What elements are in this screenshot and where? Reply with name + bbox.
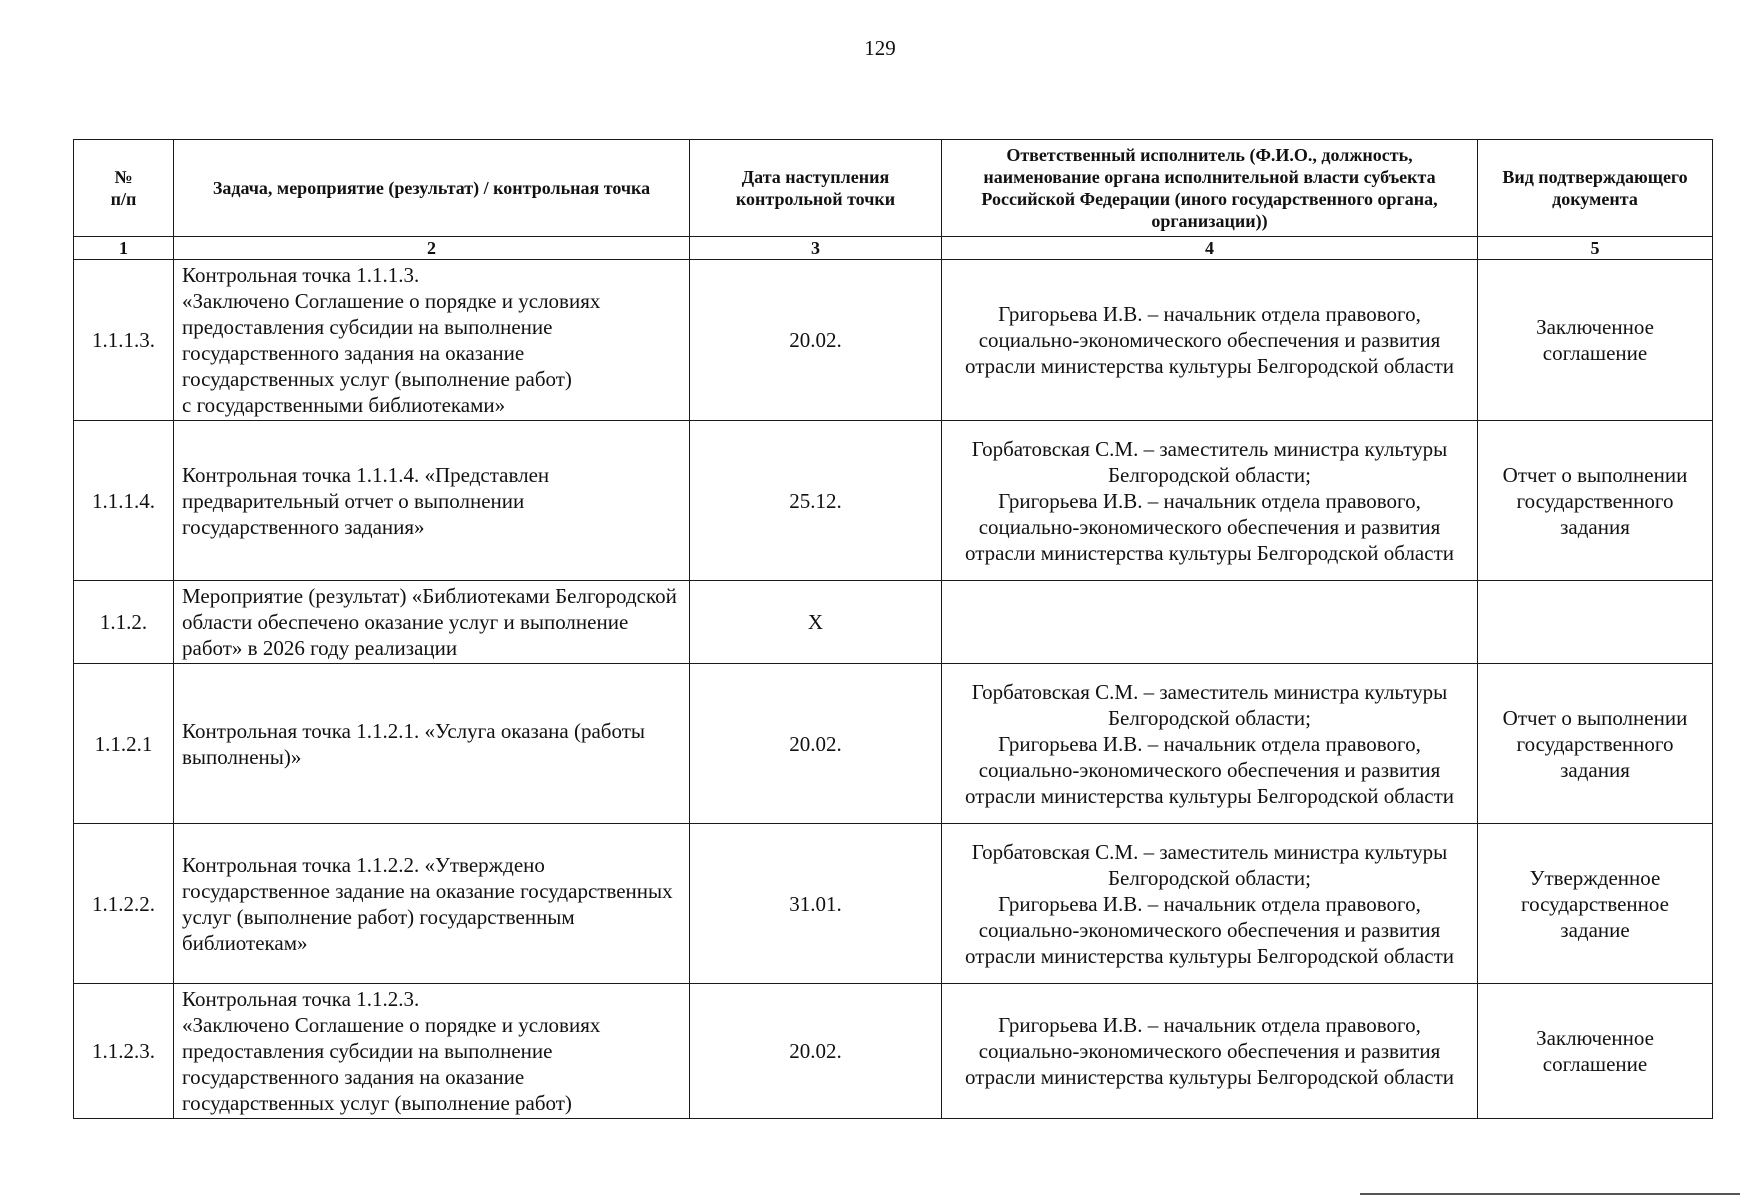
row-date: Х	[690, 581, 942, 664]
row-document-type: Отчет о выполнении государственного задания	[1478, 664, 1713, 824]
header-date: Дата наступления контрольной точки	[690, 140, 942, 237]
scan-edge-line	[1360, 1193, 1740, 1195]
row-task: Контрольная точка 1.1.1.3. «Заключено Соглашение о порядке и условиях предоставления субсидии на выполнение государственного задания на оказание государственных услуг (выполнение работ) с государственными библиотеками»	[174, 260, 690, 421]
row-executor	[942, 581, 1478, 664]
row-executor: Григорьева И.В. – начальник отдела правового, социально-экономического обеспечения и развития отрасли министерства культуры Белгородской области	[942, 984, 1478, 1119]
column-number: 5	[1478, 237, 1713, 260]
header-number: № п/п	[74, 140, 174, 237]
row-document-type: Заключенное соглашение	[1478, 984, 1713, 1119]
column-number: 2	[174, 237, 690, 260]
column-number: 4	[942, 237, 1478, 260]
row-task: Контрольная точка 1.1.2.1. «Услуга оказана (работы выполнены)»	[174, 664, 690, 824]
row-executor: Горбатовская С.М. – заместитель министра культуры Белгородской области; Григорьева И.В. – начальник отдела правового, социально-экономического обеспечения и развития отрасли министерства культуры Белгородской области	[942, 824, 1478, 984]
column-number-row	[74, 237, 1713, 260]
table-row	[74, 260, 1713, 421]
row-task: Контрольная точка 1.1.2.2. «Утверждено государственное задание на оказание государственных услуг (выполнение работ) государственным библиотекам»	[174, 824, 690, 984]
row-executor: Григорьева И.В. – начальник отдела правового, социально-экономического обеспечения и развития отрасли министерства культуры Белгородской области	[942, 260, 1478, 421]
row-number: 1.1.2.2.	[74, 824, 174, 984]
header-executor: Ответственный исполнитель (Ф.И.О., должность, наименование органа исполнительной власти субъекта Российской Федерации (иного государственного органа, организации))	[942, 140, 1478, 237]
row-date: 25.12.	[690, 421, 942, 581]
table-row	[74, 984, 1713, 1119]
row-document-type	[1478, 581, 1713, 664]
row-date: 20.02.	[690, 260, 942, 421]
table-row	[74, 664, 1713, 824]
row-number: 1.1.1.3.	[74, 260, 174, 421]
row-task: Контрольная точка 1.1.2.3. «Заключено Соглашение о порядке и условиях предоставления субсидии на выполнение государственного задания на оказание государственных услуг (выполнение работ)	[174, 984, 690, 1119]
row-document-type: Заключенное соглашение	[1478, 260, 1713, 421]
row-number: 1.1.1.4.	[74, 421, 174, 581]
row-executor: Горбатовская С.М. – заместитель министра культуры Белгородской области; Григорьева И.В. – начальник отдела правового, социально-экономического обеспечения и развития отрасли министерства культуры Белгородской области	[942, 421, 1478, 581]
row-number: 1.1.2.1	[74, 664, 174, 824]
row-task: Мероприятие (результат) «Библиотеками Белгородской области обеспечено оказание услуг и выполнение работ» в 2026 году реализации	[174, 581, 690, 664]
row-date: 20.02.	[690, 984, 942, 1119]
row-document-type: Утвержденное государственное задание	[1478, 824, 1713, 984]
row-document-type: Отчет о выполнении государственного задания	[1478, 421, 1713, 581]
table-row	[74, 421, 1713, 581]
row-date: 20.02.	[690, 664, 942, 824]
column-number: 1	[74, 237, 174, 260]
row-task: Контрольная точка 1.1.1.4. «Представлен предварительный отчет о выполнении государственного задания»	[174, 421, 690, 581]
table-row	[74, 824, 1713, 984]
control-points-table	[73, 139, 1713, 1119]
row-date: 31.01.	[690, 824, 942, 984]
table-row	[74, 581, 1713, 664]
column-number: 3	[690, 237, 942, 260]
row-executor: Горбатовская С.М. – заместитель министра культуры Белгородской области; Григорьева И.В. – начальник отдела правового, социально-экономического обеспечения и развития отрасли министерства культуры Белгородской области	[942, 664, 1478, 824]
header-row	[74, 140, 1713, 237]
row-number: 1.1.2.	[74, 581, 174, 664]
row-number: 1.1.2.3.	[74, 984, 174, 1119]
page-number: 129	[864, 36, 896, 60]
header-task: Задача, мероприятие (результат) / контрольная точка	[174, 140, 690, 237]
header-document: Вид подтверждающего документа	[1478, 140, 1713, 237]
